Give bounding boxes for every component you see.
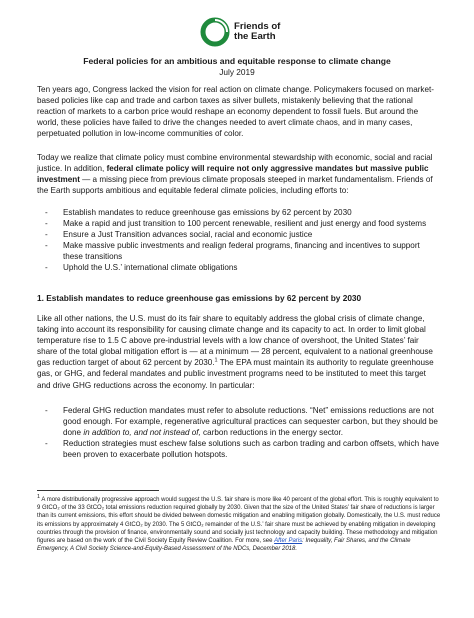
bullet-1-text-a: Federal GHG reduction mandates must refer to absolute reductions. “Net” emissions reductions are not good enough. For example, regenerative agricultural practices can sequester carbon, but they should be done xyxy=(63,406,438,438)
footnote xyxy=(37,496,441,553)
intro-p2-text-b: — a missing piece from previous climate proposals steeped in market fundamentalism. Friends of the Earth supports ambitious and equitable federal climate policies, including efforts to: xyxy=(37,175,433,196)
bullet-1-text-b: carbon reductions in the energy sector. xyxy=(200,428,344,438)
earth-logo-icon xyxy=(200,17,230,47)
intro-paragraph-1: Ten years ago, Congress lacked the vision for real action on climate change. Policymakers focused on market-based policies like cap and trade and carbon taxes as silver bullets, mistakenly believing that the rational reaction of markets to a carbon price would reshape an economy dependent to fossil fuels. But around the world, these policies have failed to drive the changes needed to avert climate chaos, and in many cases, perpetuated pollution in low-income communities of color. xyxy=(37,85,434,139)
section-1-paragraph xyxy=(37,313,441,391)
footnote-text-a: A more distributionally progressive approach would suggest the U.S. fair share is more like 40 percent of the global effort. This is roughly equivalent to 9 GtCO₂ of the 33 GtCO₂ total emissions reduction required globally by 2030. Given that the size of the United States’ fair share of reductions is larger than its current emissions, this effort should be divided between domestic mitigation and enabling mitigation globally. Domestically, the U.S. must reduce its emissions by approximately 4 GtCO₂ by 2030. The 5 GtCO₂ remainder of the U.S.’ fair share must be achieved by enabling mitigation in developing countries through the provision of finance, environmentally sound and socially just technology and capacity building. These methodology and mitigation figures are based on the work of the Civil Society Equity Review Coalition. For more, see xyxy=(37,497,441,545)
document-title: Federal policies for an ambitious and equitable response to climate change xyxy=(83,56,391,66)
footnote-reference[interactable]: 1 xyxy=(214,357,218,364)
goal-text: Make massive public investments and realign federal programs, financing and incentives to support these transitions xyxy=(63,241,420,262)
logo-wordmark xyxy=(234,22,280,42)
goal-text: Make a rapid and just transition to 100 percent renewable, resilient and just energy and food systems xyxy=(63,219,427,229)
list-item: - Federal GHG reduction mandates must refer to absolute reductions. “Net” emissions reductions are not good enough. For example, regenerative agricultural practices can sequester carbon, but they should be done in addition to, and not instead of, carbon reductions in the energy sector. xyxy=(45,406,438,438)
goal-text: Establish mandates to reduce greenhouse gas emissions by 62 percent by 2030 xyxy=(63,208,352,217)
goals-list xyxy=(37,207,441,274)
list-item: - Make a rapid and just transition to 100 percent renewable, resilient and just energy and food systems xyxy=(45,219,427,229)
bullet-2-text: Reduction strategies must eschew false solutions such as carbon trading and carbon offsets, which have been proven to exacerbate pollution hotspots. xyxy=(63,439,440,460)
logo-line-1: Friends of xyxy=(234,21,281,32)
goal-text: Uphold the U.S.’ international climate obligations xyxy=(63,263,238,273)
document-date: July 2019 xyxy=(219,67,255,77)
intro-p2-text-a: Today we realize that climate policy must combine environmental stewardship with economic, social and racial justice. In addition, xyxy=(37,153,433,174)
section-1-heading: 1. Establish mandates to reduce greenhouse gas emissions by 62 percent by 2030 xyxy=(37,293,362,303)
list-item: - Establish mandates to reduce greenhouse gas emissions by 62 percent by 2030 xyxy=(45,208,352,217)
list-item: - Uphold the U.S.’ international climate obligations xyxy=(45,263,238,273)
section-1-list xyxy=(37,405,441,460)
intro-paragraph-2 xyxy=(37,152,441,196)
logo-line-2: the Earth xyxy=(234,31,276,42)
friends-of-the-earth-logo xyxy=(200,16,280,48)
list-item: - Ensure a Just Transition advances social, racial and economic justice xyxy=(45,230,313,240)
intro-p2-bold: federal climate policy will require not only aggressive mandates but massive public investment xyxy=(37,164,429,185)
footnote-text-b: : Inequality, Fair Shares, and the Climate Emergency, A Civil Society Science-and-Equity-Based Assessment of the NDCs, December 2018. xyxy=(37,538,411,553)
goal-text: Ensure a Just Transition advances social, racial and economic justice xyxy=(63,230,313,240)
after-paris-link[interactable]: After Paris xyxy=(274,538,303,545)
section-1-text-tail: The EPA must maintain its authority to regulate greenhouse gas, or GHG, and federal mandates and public investment programs need to be instituted to meet this target and drive GHG reductions across the economy. In particular: xyxy=(37,358,434,390)
section-1-text: Like all other nations, the U.S. must do its fair share to equitably address the global crisis of climate change, taking into account its responsibility for causing climate change and its capacity to act. In order to limit global temperature rise to 1.5 C above pre-industrial levels with a low chance of overshoot, the United States’ fair share of the total global mitigation effort is — at a minimum — 28 percent, equivalent to a national greenhouse gas reduction target of about 62 percent by 2030. xyxy=(37,314,433,368)
list-item: - Make massive public investments and realign federal programs, financing and incentives to support these transitions xyxy=(45,241,420,262)
bullet-1-italic: in addition to, and not instead of, xyxy=(83,428,201,438)
list-item: - Reduction strategies must eschew false solutions such as carbon trading and carbon offsets, which have been proven to exacerbate pollution hotspots. xyxy=(45,439,440,460)
footnote-mark: 1 xyxy=(37,494,41,500)
footnote-divider xyxy=(37,490,159,491)
